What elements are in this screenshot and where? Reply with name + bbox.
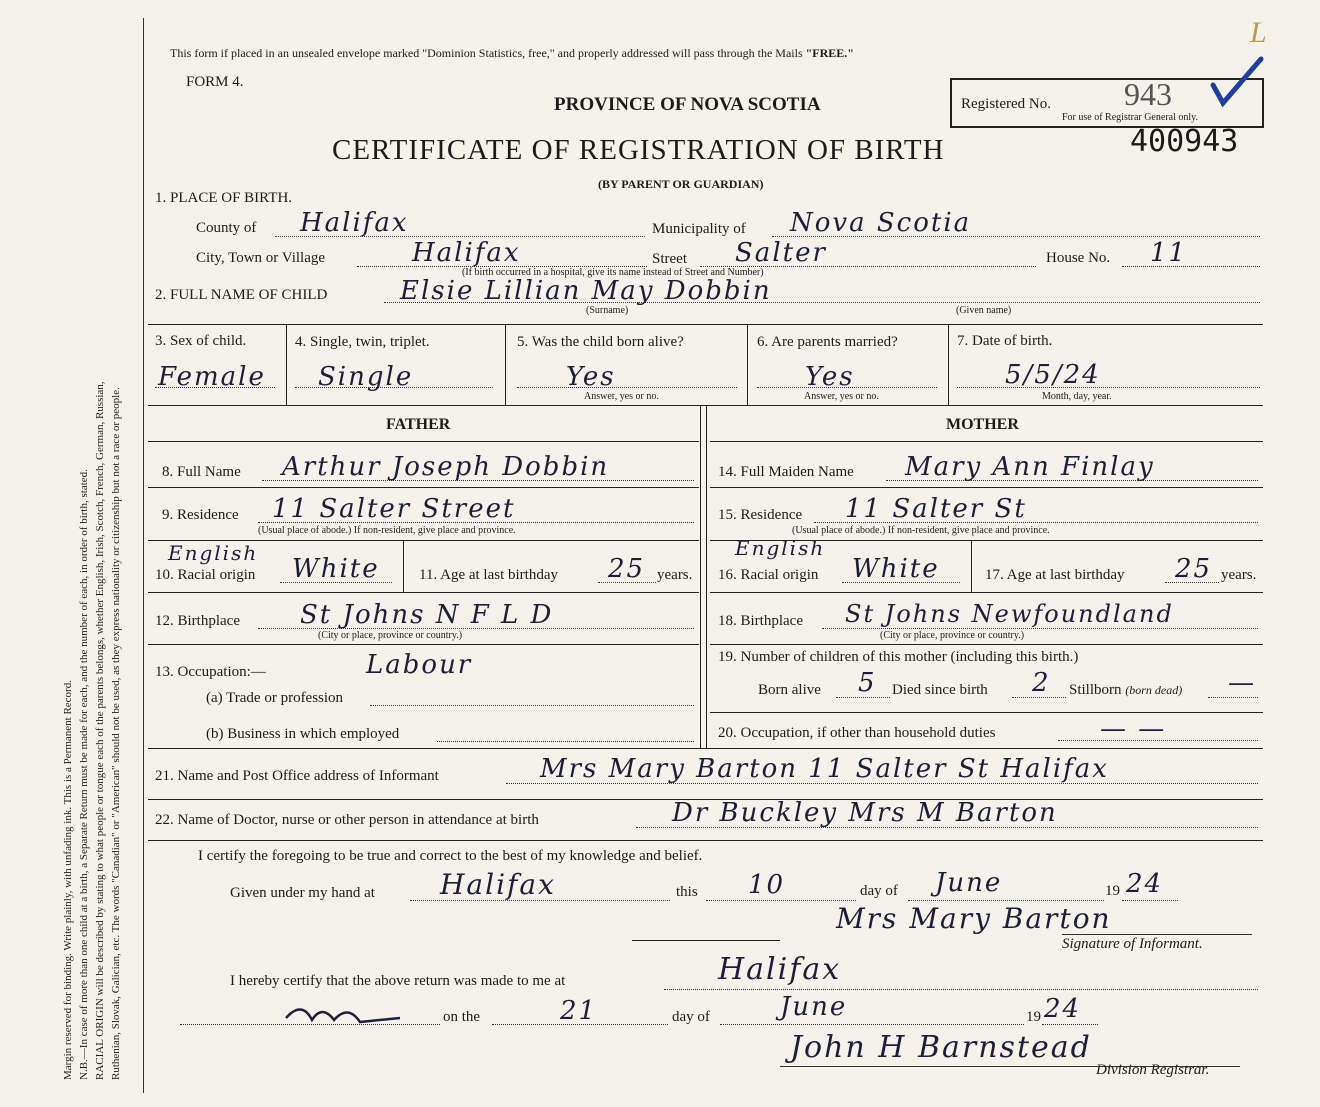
county-label: County of <box>196 220 257 236</box>
registrar-day-of-label: day of <box>672 1009 710 1025</box>
doctor-value: Dr Buckley Mrs M Barton <box>672 798 1058 828</box>
informant-label: 21. Name and Post Office address of Informant <box>155 768 439 784</box>
certify-statement: I certify the foregoing to be true and correct to the best of my knowledge and belief. <box>198 848 703 864</box>
mother-children-label: 19. Number of children of this mother (including this birth.) <box>718 649 1079 665</box>
born-alive-label: Born alive <box>758 682 821 698</box>
dob-label: 7. Date of birth. <box>957 333 1053 349</box>
father-age-label: 11. Age at last birthday <box>419 567 558 583</box>
mother-age-label: 17. Age at last birthday <box>985 567 1125 583</box>
alive-label: 5. Was the child born alive? <box>517 334 684 350</box>
county-value: Halifax <box>300 208 409 238</box>
surname-note: (Surname) <box>586 305 629 316</box>
municipality-label: Municipality of <box>652 221 746 237</box>
registrar-signature: John H Barnstead <box>790 1030 1092 1065</box>
father-age-value: 25 <box>608 554 646 584</box>
father-name-value: Arthur Joseph Dobbin <box>282 452 610 482</box>
margin-nb-note: N.B.—In case of more than one child at a birth, a Separate Return must be made for each, and the number of each, in order of birth, stated. <box>78 469 90 1080</box>
this-label: this <box>676 884 698 900</box>
mother-age-value: 25 <box>1175 554 1213 584</box>
margin-instructions <box>60 35 124 1080</box>
married-label: 6. Are parents married? <box>757 334 898 350</box>
signature-caption: Signature of Informant. <box>1062 936 1203 952</box>
father-residence-label: 9. Residence <box>162 507 239 523</box>
registrar-statement: I hereby certify that the above return was made to me at <box>230 973 566 989</box>
father-racial-value: White <box>292 554 380 584</box>
street-value: Salter <box>735 238 827 268</box>
father-birthplace-note: (City or place, province or country.) <box>318 630 463 641</box>
multiplicity-value: Single <box>318 362 414 392</box>
stillborn-label: Stillborn (born dead) <box>1069 682 1183 698</box>
alive-value: Yes <box>566 362 616 392</box>
father-trade-label: (a) Trade or profession <box>206 690 344 706</box>
stillborn-value: — <box>1228 668 1256 698</box>
given-name-note: (Given name) <box>956 305 1012 316</box>
registrar-month: June <box>780 992 848 1022</box>
child-name-label: 2. FULL NAME OF CHILD <box>155 287 328 303</box>
grid-line <box>148 324 1263 325</box>
place-heading: 1. PLACE OF BIRTH. <box>155 190 293 206</box>
informant-signature: Mrs Mary Barton <box>836 902 1112 935</box>
mother-birthplace-note: (City or place, province or country.) <box>880 630 1025 641</box>
province-heading: PROVINCE OF NOVA SCOTIA <box>554 94 821 115</box>
multiplicity-label: 4. Single, twin, triplet. <box>295 334 430 350</box>
mother-occupation-value: — — <box>1100 714 1167 744</box>
father-name-label: 8. Full Name <box>162 464 241 480</box>
father-birthplace-value: St Johns N F L D <box>300 600 554 630</box>
grid-line <box>286 324 287 405</box>
corner-mark: L <box>1250 16 1267 49</box>
margin-racial-note-1: RACIAL ORIGIN will be described by stating to what people or tongue each of the parents belongs, whether English, Irish, Scotch, French, German, Russian, <box>94 381 106 1080</box>
municipality-value: Nova Scotia <box>790 208 972 238</box>
page-title: CERTIFICATE OF REGISTRATION OF BIRTH <box>332 134 945 166</box>
page-subtitle: (BY PARENT OR GUARDIAN) <box>598 177 764 191</box>
mother-residence-label: 15. Residence <box>718 507 803 523</box>
sex-label: 3. Sex of child. <box>155 333 247 349</box>
given-year-prefix: 19 <box>1105 883 1120 899</box>
given-label: Given under my hand at <box>230 885 375 901</box>
mother-age-unit: years. <box>1221 567 1257 583</box>
died-value: 2 <box>1032 668 1051 698</box>
registrar-place: Halifax <box>718 952 842 987</box>
street-label: Street <box>652 251 687 267</box>
mail-notice: This form if placed in an unsealed envelope marked "Dominion Statistics, free," and properly addressed will pass through the Mails "FREE." <box>170 46 854 60</box>
father-occupation-label: 13. Occupation:— <box>155 664 266 680</box>
stamp-number: 400943 <box>1130 124 1239 159</box>
mother-birthplace-label: 18. Birthplace <box>718 613 803 629</box>
registered-label: Registered No. <box>961 96 1051 112</box>
alive-note: Answer, yes or no. <box>584 391 659 402</box>
margin-binding-note: Margin reserved for binding. Write plainly, with unfading ink. This is a Permanent Record. <box>62 680 74 1080</box>
mother-racial-above: English <box>735 536 826 560</box>
dob-value: 5/5/24 <box>1005 360 1101 390</box>
registrar-note: For use of Registrar General only. <box>1062 112 1198 123</box>
mother-name-label: 14. Full Maiden Name <box>718 464 854 480</box>
father-birthplace-label: 12. Birthplace <box>155 613 240 629</box>
grid-line <box>948 324 949 405</box>
house-value: 11 <box>1150 238 1188 268</box>
margin-border <box>143 18 144 1093</box>
mother-racial-value: White <box>852 554 940 584</box>
day-of-label: day of <box>860 883 898 899</box>
city-label: City, Town or Village <box>196 250 326 266</box>
father-age-unit: years. <box>657 567 693 583</box>
dob-note: Month, day, year. <box>1042 391 1112 402</box>
given-year: 24 <box>1126 869 1164 899</box>
given-day: 10 <box>748 870 786 900</box>
registrar-day: 21 <box>560 996 598 1026</box>
father-residence-note: (Usual place of abode.) If non-resident, give place and province. <box>258 525 516 536</box>
registrar-year: 24 <box>1044 994 1082 1024</box>
informant-value: Mrs Mary Barton 11 Salter St Halifax <box>540 754 1109 784</box>
died-label: Died since birth <box>892 682 988 698</box>
mother-heading: MOTHER <box>946 416 1019 433</box>
form-number: FORM 4. <box>186 74 244 90</box>
grid-line <box>505 324 506 405</box>
checkmark-icon <box>1205 55 1265 110</box>
given-place: Halifax <box>440 868 556 901</box>
mother-occupation-label: 20. Occupation, if other than household duties <box>718 725 996 741</box>
mother-residence-value: 11 Salter St <box>845 494 1027 524</box>
house-label: House No. <box>1046 250 1111 266</box>
city-value: Halifax <box>412 238 521 268</box>
father-heading: FATHER <box>386 416 451 433</box>
father-occupation-value: Labour <box>366 650 473 680</box>
mother-birthplace-value: St Johns Newfoundland <box>845 600 1174 628</box>
margin-racial-note-2: Ruthenian, Slovak, Galician, etc. The words "Canadian" or "American" should not be used, as they express nationality or citizenship but not a race or people. <box>110 387 122 1080</box>
married-value: Yes <box>805 362 855 392</box>
given-month: June <box>935 868 1003 898</box>
sex-value: Female <box>158 362 266 392</box>
mother-racial-label: 16. Racial origin <box>718 567 819 583</box>
father-racial-label: 10. Racial origin <box>155 567 256 583</box>
registered-number: 943 <box>1124 76 1172 112</box>
father-business-label: (b) Business in which employed <box>206 726 400 742</box>
on-the-label: on the <box>443 1009 481 1025</box>
registrar-caption: Division Registrar. <box>1096 1062 1210 1078</box>
hospital-note: (If birth occurred in a hospital, give its name instead of Street and Number) <box>462 267 764 278</box>
child-name-value: Elsie Lillian May Dobbin <box>400 276 772 306</box>
born-alive-value: 5 <box>858 668 877 698</box>
mother-residence-note: (Usual place of abode.) If non-resident, give place and province. <box>792 525 1050 536</box>
registrar-year-prefix: 19 <box>1026 1009 1041 1025</box>
doctor-label: 22. Name of Doctor, nurse or other person in attendance at birth <box>155 812 539 828</box>
mother-name-value: Mary Ann Finlay <box>905 452 1155 482</box>
married-note: Answer, yes or no. <box>804 391 879 402</box>
father-racial-above: English <box>168 541 259 565</box>
father-residence-value: 11 Salter Street <box>272 494 516 524</box>
grid-line <box>747 324 748 405</box>
